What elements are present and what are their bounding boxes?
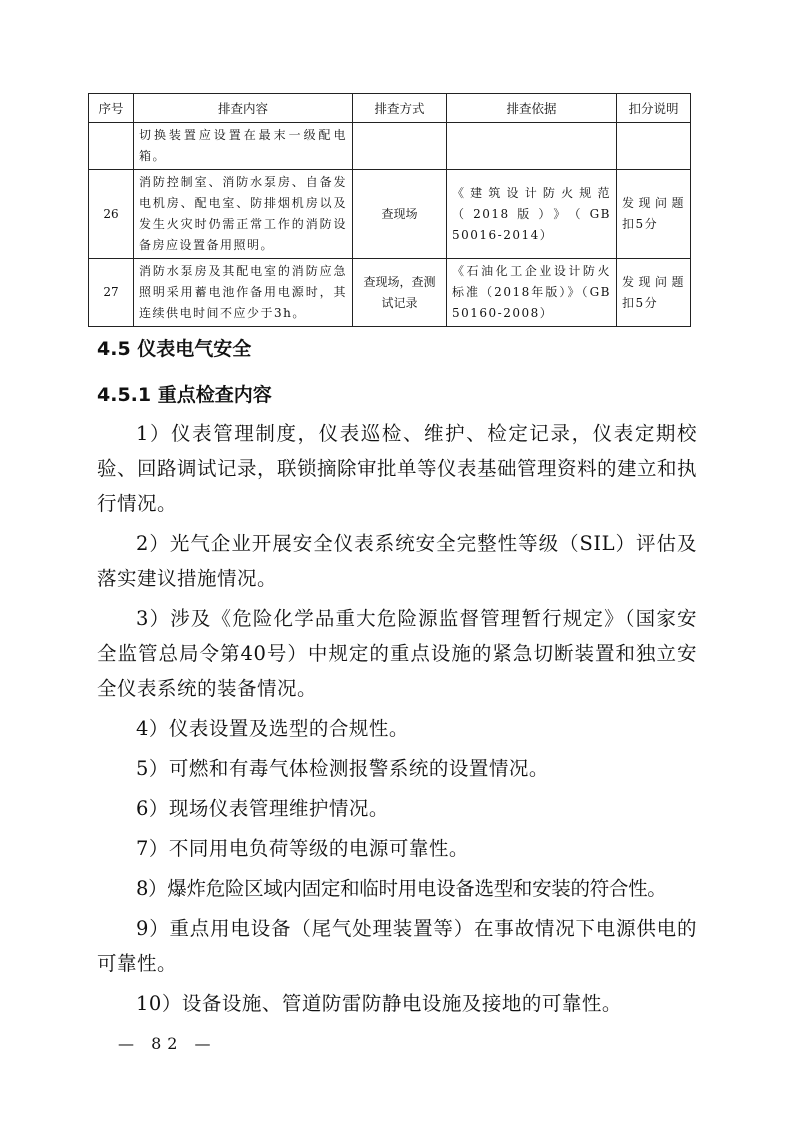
cell-deduct (617, 123, 691, 170)
table-row (89, 170, 691, 259)
cell-method: 查现场，查测试记录 (353, 259, 447, 327)
header-deduct: 扣分说明 (617, 94, 691, 123)
cell-basis: 《石油化工企业设计防火标准（2018年版）》（GB 50160-2008） (447, 259, 617, 327)
cell-method (353, 123, 447, 170)
section-title: 4.5 仪表电气安全 (97, 338, 252, 360)
paragraph: 2）光气企业开展安全仪表系统安全完整性等级（SIL）评估及落实建议措施情况。 (97, 532, 697, 590)
cell-content: 消防水泵房及其配电室的消防应急照明采用蓄电池作备用电源时，其连续供电时间不应少于3h。 (134, 259, 353, 327)
cell-method: 查现场 (353, 170, 447, 259)
paragraph: 3）涉及《危险化学品重大危险源监督管理暂行规定》（国家安全监管总局令第40号）中规定的重点设施的紧急切断装置和独立安全仪表系统的装备情况。 (97, 607, 697, 700)
cell-no: 27 (89, 259, 134, 327)
page-number: — 82 — (118, 1034, 217, 1053)
paragraph: 1）仪表管理制度，仪表巡检、维护、检定记录，仪表定期校验、回路调试记录，联锁摘除审批单等仪表基础管理资料的建立和执行情况。 (97, 422, 698, 515)
header-content: 排查内容 (134, 94, 353, 123)
cell-no: 26 (89, 170, 134, 259)
paragraph: 7）不同用电负荷等级的电源可靠性。 (136, 837, 469, 860)
cell-content: 消防控制室、消防水泵房、自备发电机房、配电室、防排烟机房以及发生火灾时仍需正常工作的消防设备房应设置备用照明。 (134, 170, 353, 259)
body-text (97, 416, 697, 1026)
header-no: 序号 (89, 94, 134, 123)
header-method: 排查方式 (353, 94, 447, 123)
paragraph: 9）重点用电设备（尾气处理装置等）在事故情况下电源供电的可靠性。 (97, 917, 697, 975)
cell-content: 切换装置应设置在最末一级配电箱。 (134, 123, 353, 170)
header-basis: 排查依据 (447, 94, 617, 123)
subsection-title: 4.5.1 重点检查内容 (97, 384, 272, 406)
cell-basis: 《建筑设计防火规范（2018版）》（GB 50016-2014） (447, 170, 617, 259)
paragraph: 4）仪表设置及选型的合规性。 (136, 717, 409, 740)
cell-basis (447, 123, 617, 170)
table-row (89, 259, 691, 327)
inspection-table (88, 93, 691, 327)
paragraph: 10）设备设施、管道防雷防静电设施及接地的可靠性。 (136, 992, 622, 1015)
cell-deduct: 发现问题扣5分 (617, 170, 691, 259)
paragraph: 5）可燃和有毒气体检测报警系统的设置情况。 (136, 757, 549, 780)
table-header-row (89, 94, 691, 123)
paragraph: 8）爆炸危险区域内固定和临时用电设备选型和安装的符合性。 (136, 877, 667, 900)
table-row (89, 123, 691, 170)
cell-deduct: 发现问题扣5分 (617, 259, 691, 327)
cell-no (89, 123, 134, 170)
paragraph: 6）现场仪表管理维护情况。 (136, 797, 389, 820)
